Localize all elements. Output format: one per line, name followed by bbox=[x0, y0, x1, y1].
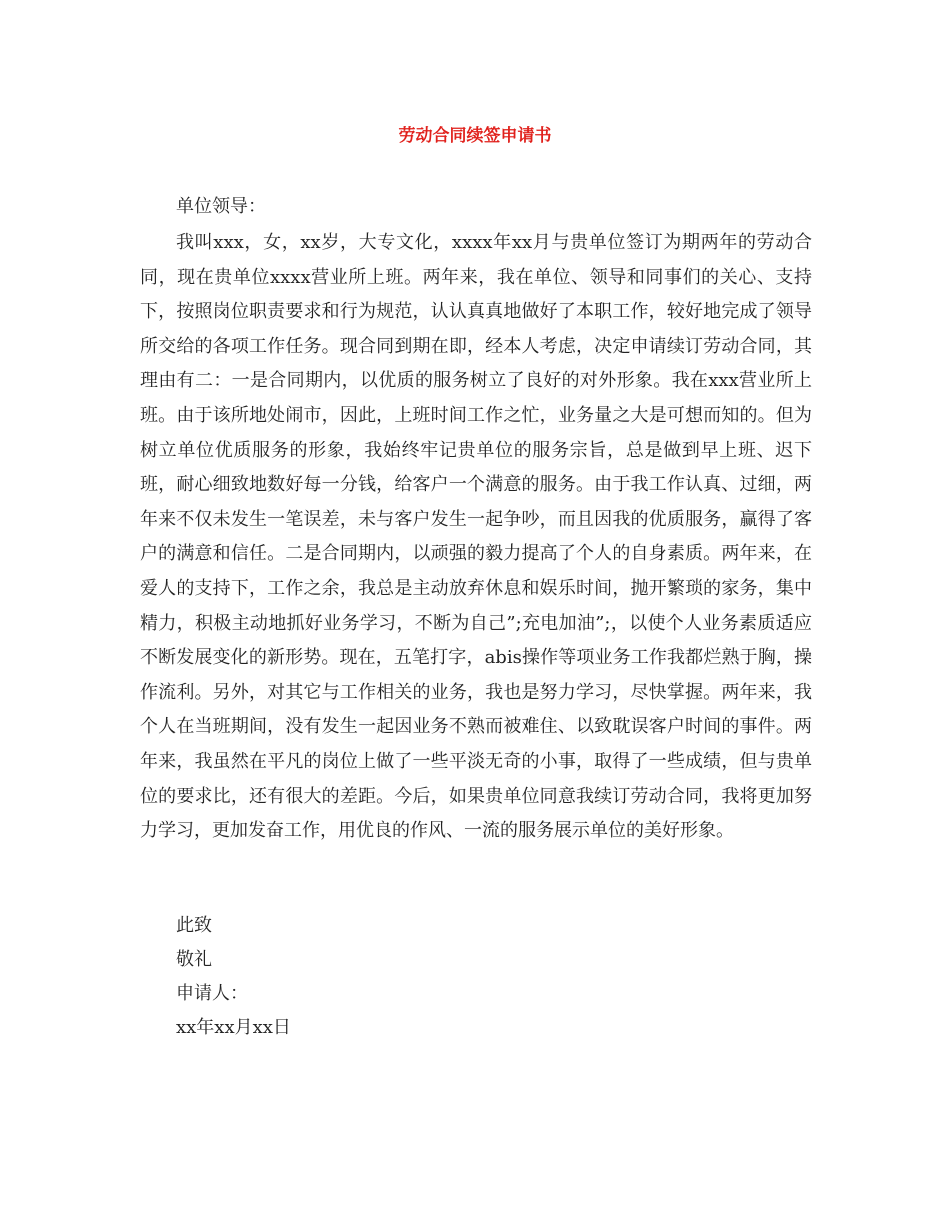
salutation: 单位领导： bbox=[176, 196, 266, 217]
closing-greeting: 此致 bbox=[176, 915, 212, 936]
body-paragraph: 我叫xxx，女，xx岁，大专文化，xxxx年xx月与贵单位签订为期两年的劳动合同，现在贵单位xxxx营业所上班。两年来，我在单位、领导和同事们的关心、支持下，按照岗位职责要求和行为规范，认认真真地做好了本职工作，较好地完成了领导所交给的各项工作任务。现合同到期在即，经本人考虑，决定申请续订劳动合同，其理由有二：一是合同期内，以优质的服务树立了良好的对外形象。我在xxx营业所上班。由于该所地处闹市，因此，上班时间工作之忙，业务量之大是可想而知的。但为树立单位优质服务的形象，我始终牢记贵单位的服务宗旨，总是做到早上班、迟下班，耐心细致地数好每一分钱，给客户一个满意的服务。由于我工作认真、过细，两年来不仅未发生一笔误差，未与客户发生一起争吵，而且因我的优质服务，赢得了客户的满意和信任。二是合同期内，以顽强的毅力提高了个人的自身素质。两年来，在爱人的支持下，工作之余，我总是主动放弃休息和娱乐时间，抛开繁琐的家务，集中精力，积极主动地抓好业务学习，不断为自己”;充电加油”;，以使个人业务素质适应不断发展变化的新形势。现在，五笔打字，abis操作等项业务工作我都烂熟于胸，操作流利。另外，对其它与工作相关的业务，我也是努力学习，尽快掌握。两年来，我个人在当班期间，没有发生一起因业务不熟而被难住、以致耽误客户时间的事件。两年来，我虽然在平凡的岗位上做了一些平淡无奇的小事，取得了一些成绩，但与贵单位的要求比，还有很大的差距。今后，如果贵单位同意我续订劳动合同，我将更加努力学习，更加发奋工作，用优良的作风、一流的服务展示单位的美好形象。 bbox=[140, 232, 812, 842]
closing-salute: 敬礼 bbox=[176, 949, 212, 970]
applicant-label: 申请人： bbox=[176, 983, 248, 1004]
page-title: 劳动合同续签申请书 bbox=[398, 126, 552, 146]
date-line: xx年xx月xx日 bbox=[176, 1017, 291, 1038]
